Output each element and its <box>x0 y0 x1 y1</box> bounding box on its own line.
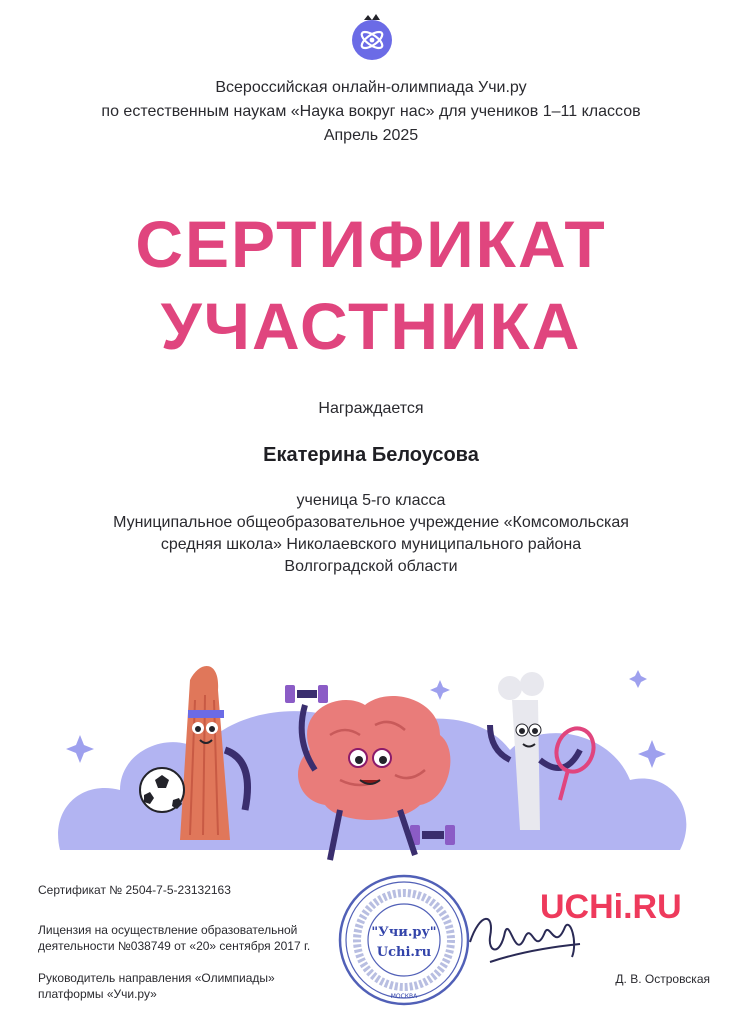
header-olympiad-name: Всероссийская онлайн-олимпиада Учи.ру <box>215 79 527 96</box>
olympiad-header <box>0 76 742 148</box>
license-info <box>38 922 310 954</box>
header-olympiad-subject: по естественным наукам «Наука вокруг нас» для учеников 1–11 классов <box>101 103 641 120</box>
school-name-line1: Муниципальное общеобразовательное учреждение «Комсомольская <box>113 514 629 531</box>
recipient-details <box>60 490 682 578</box>
stamp-line1: "Учи.ру" <box>371 925 437 940</box>
license-line2: деятельности №038749 от «20» сентября 2017 г. <box>38 939 311 953</box>
header-date: Апрель 2025 <box>323 127 419 144</box>
certificate-title-line2: УЧАСТНИКА <box>160 289 582 363</box>
leader-line1: Руководитель направления «Олимпиады» <box>38 971 275 985</box>
official-stamp <box>336 872 472 1008</box>
certificate-title-line1: СЕРТИФИКАТ <box>135 207 607 281</box>
awarded-label: Награждается <box>318 400 424 417</box>
recipient-grade: ученица 5-го класса <box>296 492 446 509</box>
leader-line2: платформы «Учи.ру» <box>38 987 157 1001</box>
stamp-city: МОСКВА <box>390 993 418 1000</box>
science-characters-illustration <box>40 640 702 880</box>
school-name-line3: Волгоградской области <box>284 558 458 575</box>
license-line1: Лицензия на осуществление образовательной <box>38 923 298 937</box>
uchi-ru-brand-logo: UCHi.RU <box>540 888 682 926</box>
leader-title <box>38 970 275 1002</box>
school-name-line2: средняя школа» Николаевского муниципального района <box>160 536 582 553</box>
uchi-atom-logo-icon <box>346 12 398 64</box>
stamp-line2: Uchi.ru <box>376 945 432 960</box>
signer-name: Д. В. Островская <box>615 972 710 986</box>
recipient-name: Екатерина Белоусова <box>263 444 479 466</box>
certificate-number: Сертификат № 2504-7-5-23132163 <box>38 883 231 897</box>
